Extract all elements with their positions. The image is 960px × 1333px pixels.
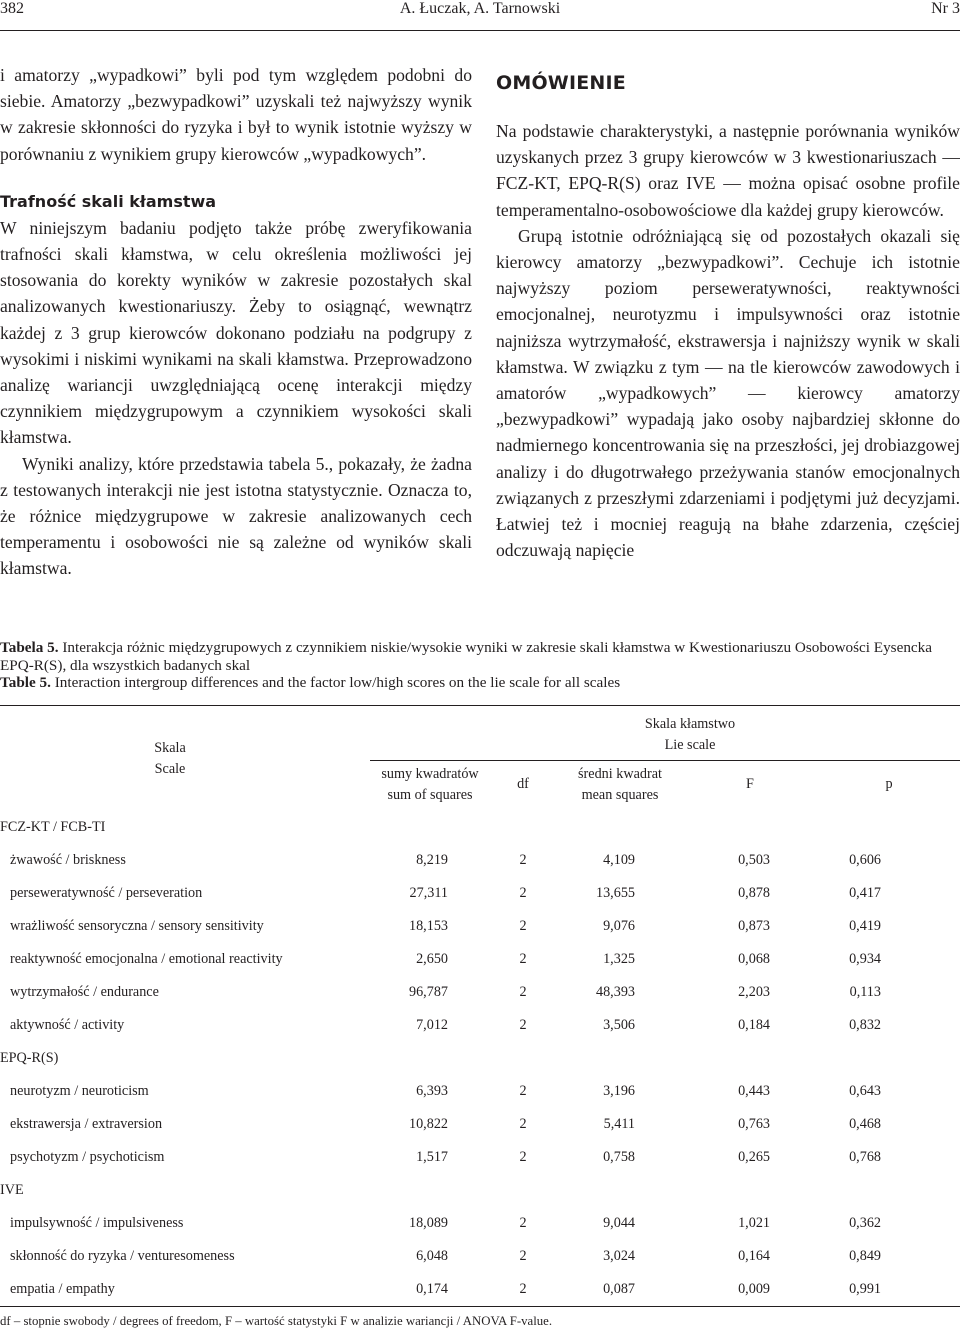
col-header-ms-pl: średni kwadrat [578, 766, 662, 782]
sum-of-squares: 18,089 [408, 1215, 448, 1231]
f-value: 0,763 [738, 1116, 770, 1132]
col-header-ss-pl: sumy kwadratów [381, 766, 479, 782]
left-paragraph-2: W niniejszym badaniu podjęto także próbę zweryfikowania trafności skali kłamstwa, w celu określenia możliwości jej stosowania do korekty wyników w zakresie pozostałych skal analizowanych kwestionariuszy. Żeby to osiągnąć, wewnątrz każdej z 3 grup kierowców dokonano podziału na podgrupy z wysokimi i niskimi wynikami na skali kłamstwa. Przeprowadzono analizę wariancji uwzględniającą ocenę interakcji między czynnikiem międzygrupowym a czynnikiem wysokości skali kłamstwa. [0, 217, 472, 448]
table-row [0, 882, 960, 904]
df-value: 2 [519, 1215, 527, 1231]
table-row [0, 1212, 960, 1234]
mean-squares: 9,044 [603, 1215, 635, 1231]
sum-of-squares: 8,219 [416, 852, 448, 868]
p-value: 0,362 [849, 1215, 881, 1231]
running-authors: A. Łuczak, A. Tarnowski [399, 0, 561, 17]
table-row [0, 1113, 960, 1135]
table-caption [0, 639, 960, 692]
sum-of-squares: 18,153 [408, 918, 448, 934]
df-value: 2 [519, 1017, 527, 1033]
f-value: 1,021 [738, 1215, 770, 1231]
header-rule [0, 30, 960, 31]
sum-of-squares: 7,012 [416, 1017, 448, 1033]
left-column [0, 62, 472, 582]
col-header-lie-pl: Skala kłamstwo [644, 716, 736, 732]
sum-of-squares: 1,517 [416, 1149, 448, 1165]
scale-name: wrażliwość sensoryczna / sensory sensitivity [10, 918, 264, 934]
table-bottom-rule [0, 1306, 960, 1307]
sum-of-squares: 27,311 [409, 885, 448, 901]
p-value: 0,934 [849, 951, 881, 967]
col-header-ss-en: sum of squares [387, 787, 473, 803]
group-row [0, 816, 960, 838]
mean-squares: 4,109 [603, 852, 635, 868]
caption-english-text: Interaction intergroup differences and the factor low/high scores on the lie scale for all scales [50, 674, 621, 691]
sum-of-squares: 6,048 [416, 1248, 448, 1264]
table-row [0, 948, 960, 970]
mean-squares: 9,076 [603, 918, 635, 934]
col-header-mean-squares [555, 764, 685, 806]
section-heading: OMÓWIENIE [496, 72, 626, 94]
mean-squares: 3,506 [603, 1017, 635, 1033]
scale-name: neurotyzm / neuroticism [10, 1083, 149, 1099]
f-value: 0,443 [738, 1083, 770, 1099]
left-paragraph-3: Wyniki analizy, które przedstawia tabela 5., pokazały, że żadna z testowanych interakcji nie jest istotna statystycznie. Oznacza to, że różnice międzygrupowe w zakresie analizowanych cech temperamentu i osobowości nie są zależne od wyników skali kłamstwa. [0, 453, 472, 579]
table-row [0, 1245, 960, 1267]
group-row [0, 1047, 960, 1069]
mean-squares: 0,087 [603, 1281, 635, 1297]
caption-polish-text: Interakcja różnic międzygrupowych z czynnikiem niskie/wysokie wyniki w zakresie skali kłamstwa w Kwestionariuszu Osobowości Eysencka EPQ-R(S), dla wszystkich badanych skal [0, 639, 932, 674]
scale-name: psychotyzm / psychoticism [10, 1149, 165, 1165]
f-value: 0,164 [738, 1248, 770, 1264]
table-row [0, 1080, 960, 1102]
table-row [0, 915, 960, 937]
df-value: 2 [519, 1149, 527, 1165]
f-value: 0,265 [738, 1149, 770, 1165]
sum-of-squares: 0,174 [416, 1281, 448, 1297]
p-value: 0,113 [849, 984, 881, 1000]
sum-of-squares: 2,650 [416, 951, 448, 967]
mean-squares: 13,655 [595, 885, 635, 901]
f-value: 0,068 [738, 951, 770, 967]
scale-name: perseweratywność / perseveration [10, 885, 203, 901]
p-value: 0,468 [849, 1116, 881, 1132]
sum-of-squares: 96,787 [408, 984, 448, 1000]
df-value: 2 [519, 951, 527, 967]
right-paragraph-2: Grupą istotnie odróżniającą się od pozostałych okazali się kierowcy amatorzy „bezwypadkowi”. Cechuje ich istotnie najwyższy poziom perseweratywności, reaktywności emocjonalnej, neurotyzmu i impulsywności oraz istotnie najniższa wytrzymałość, ekstrawersja i najniższy wynik w skali kłamstwa. W związku z tym — na tle kierowców zawodowych i amatorów „wypadkowych” — kierowcy amatorzy „bezwypadkowi” wypadają jako osoby najbardziej skłonne do nadmiernego koncentrowania się na przeszłości, jej drobiazgowej analizy i do długotrwałego przeżywania stanów emocjonalnych związanych z przeszłymi zdarzeniami i podjętymi już decyzjami. Łatwiej też i mocniej reagują na błahe zdarzenia, częściej odczuwają napięcie [496, 225, 960, 561]
scale-name: impulsywność / impulsiveness [10, 1215, 184, 1231]
df-value: 2 [519, 1248, 527, 1264]
p-value: 0,768 [849, 1149, 881, 1165]
page-number: 382 [0, 0, 24, 17]
f-value: 0,873 [738, 918, 770, 934]
scale-name: reaktywność emocjonalna / emotional reactivity [10, 951, 283, 967]
caption-polish [0, 639, 960, 674]
right-column [496, 62, 960, 563]
group-label: FCZ-KT / FCB-TI [0, 819, 106, 835]
table-sub-rule [370, 760, 960, 761]
f-value: 0,503 [738, 852, 770, 868]
p-value: 0,419 [849, 918, 881, 934]
df-value: 2 [519, 885, 527, 901]
caption-english-label: Table 5. [0, 674, 51, 691]
issue-number: Nr 3 [931, 0, 960, 17]
scale-name: ekstrawersja / extraversion [10, 1116, 163, 1132]
table-row [0, 1146, 960, 1168]
left-paragraph-1: i amatorzy „wypadkowi” byli pod tym względem podobni do siebie. Amatorzy „bezwypadkowi” uzyskali też najwyższy wynik w zakresie skłonności do ryzyka i był to wynik istotnie wyższy w porównaniu z wynikiem grupy kierowców „wypadkowych”. [0, 65, 472, 164]
table-top-rule [0, 705, 960, 706]
col-header-df: df [517, 776, 529, 792]
col-header-sum-of-squares [360, 764, 500, 806]
f-value: 0,184 [738, 1017, 770, 1033]
scale-name: aktywność / activity [10, 1017, 125, 1033]
p-value: 0,849 [849, 1248, 881, 1264]
scale-name: wytrzymałość / endurance [10, 984, 159, 1000]
group-label: IVE [0, 1182, 24, 1198]
right-paragraph-1: Na podstawie charakterystyki, a następnie porównania wyników uzyskanych przez 3 grupy kierowców w 3 kwestionariuszach — FCZ-KT, EPQ-R(S) oraz IVE — można opisać osobne profile temperamentalno-osobowościowe dla każdej grupy kierowców. [496, 121, 960, 220]
mean-squares: 0,758 [603, 1149, 635, 1165]
table-row [0, 981, 960, 1003]
p-value: 0,643 [849, 1083, 881, 1099]
col-header-scale-en: Scale [154, 761, 186, 777]
table-row [0, 849, 960, 871]
subsection-heading: Trafność skali kłamstwa [0, 191, 217, 211]
col-header-lie-en: Lie scale [664, 737, 716, 753]
group-row [0, 1179, 960, 1201]
col-header-scale-pl: Skala [154, 740, 186, 756]
col-header-f: F [746, 776, 754, 792]
sum-of-squares: 10,822 [408, 1116, 448, 1132]
df-value: 2 [519, 1116, 527, 1132]
col-header-p: p [885, 776, 893, 792]
df-value: 2 [519, 918, 527, 934]
col-header-scale [100, 738, 240, 780]
scale-name: empatia / empathy [10, 1281, 115, 1297]
p-value: 0,991 [849, 1281, 881, 1297]
f-value: 0,878 [738, 885, 770, 901]
scale-name: żwawość / briskness [10, 852, 126, 868]
scale-name: skłonność do ryzyka / venturesomeness [10, 1248, 235, 1264]
mean-squares: 3,024 [603, 1248, 635, 1264]
f-value: 2,203 [738, 984, 770, 1000]
caption-polish-label: Tabela 5. [0, 639, 59, 656]
running-header [0, 0, 960, 20]
mean-squares: 5,411 [603, 1116, 635, 1132]
df-value: 2 [519, 1083, 527, 1099]
group-label: EPQ-R(S) [0, 1050, 59, 1066]
caption-english [0, 674, 960, 692]
p-value: 0,606 [849, 852, 881, 868]
sum-of-squares: 6,393 [416, 1083, 448, 1099]
p-value: 0,417 [849, 885, 881, 901]
table-row [0, 1278, 960, 1300]
col-header-lie-scale [580, 714, 800, 756]
table-row [0, 1014, 960, 1036]
p-value: 0,832 [849, 1017, 881, 1033]
df-value: 2 [519, 852, 527, 868]
df-value: 2 [519, 1281, 527, 1297]
mean-squares: 1,325 [603, 951, 635, 967]
col-header-ms-en: mean squares [581, 787, 659, 803]
df-value: 2 [519, 984, 527, 1000]
mean-squares: 3,196 [603, 1083, 635, 1099]
f-value: 0,009 [738, 1281, 770, 1297]
mean-squares: 48,393 [595, 984, 635, 1000]
table-footnote: df – stopnie swobody / degrees of freedom, F – wartość statystyki F w analizie wariancji / ANOVA F-value. [0, 1314, 553, 1328]
